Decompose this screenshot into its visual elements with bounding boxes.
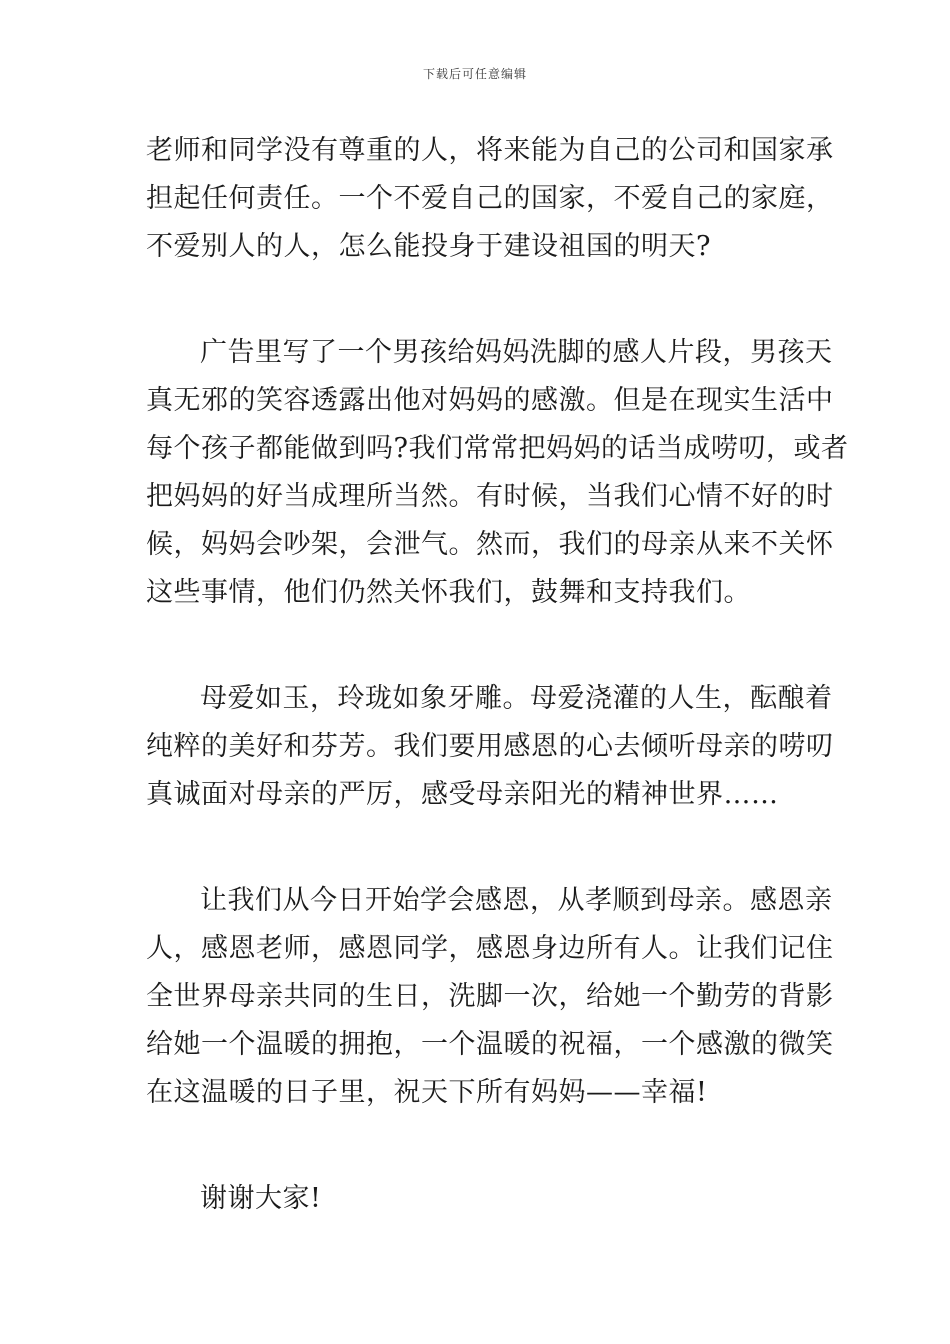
text-line: 在这温暖的日子里，祝天下所有妈妈——幸福! — [146, 1077, 708, 1108]
page-header-note: 下载后可任意编辑 — [422, 67, 527, 81]
text-line: 不爱别人的人，怎么能投身于建设祖国的明天? — [146, 231, 711, 262]
text-line: 给她一个温暖的拥抱，一个温暖的祝福，一个感激的微笑 — [146, 1029, 834, 1060]
text-line: 真无邪的笑容透露出他对妈妈的感激。但是在现实生活中 — [146, 385, 834, 416]
text-line: 纯粹的美好和芬芳。我们要用感恩的心去倾听母亲的唠叨 — [146, 731, 834, 762]
text-line: 真诚面对母亲的严厉，感受母亲阳光的精神世界…… — [146, 779, 779, 810]
text-line: 候，妈妈会吵架，会泄气。然而，我们的母亲从来不关怀 — [146, 529, 834, 560]
text-line: 把妈妈的好当成理所当然。有时候，当我们心情不好的时 — [146, 481, 834, 512]
paragraph — [146, 877, 834, 1117]
paragraph — [146, 675, 834, 819]
text-line: 母爱如玉，玲珑如象牙雕。母爱浇灌的人生，酝酿着 — [200, 683, 833, 714]
text-line: 广告里写了一个男孩给妈妈洗脚的感人片段，男孩天 — [200, 337, 833, 368]
paragraph — [146, 1175, 816, 1223]
document-body — [146, 127, 849, 1223]
text-line: 全世界母亲共同的生日，洗脚一次，给她一个勤劳的背影 — [146, 981, 834, 1012]
text-line: 人，感恩老师，感恩同学，感恩身边所有人。让我们记住 — [146, 933, 834, 964]
text-line: 每个孩子都能做到吗?我们常常把妈妈的话当成唠叨，或者 — [146, 433, 849, 464]
closing-line: 谢谢大家! — [200, 1183, 322, 1214]
paragraph-spacer — [146, 617, 816, 675]
paragraph-spacer — [146, 271, 816, 329]
paragraph — [146, 329, 849, 617]
paragraph-spacer — [146, 819, 816, 877]
text-line: 老师和同学没有尊重的人，将来能为自己的公司和国家承 — [146, 135, 834, 166]
paragraph — [146, 127, 834, 271]
paragraph-spacer — [146, 1117, 816, 1175]
text-line: 让我们从今日开始学会感恩，从孝顺到母亲。感恩亲 — [200, 885, 833, 916]
text-line: 担起任何责任。一个不爱自己的国家，不爱自己的家庭， — [146, 183, 834, 214]
text-line: 这些事情，他们仍然关怀我们，鼓舞和支持我们。 — [146, 577, 751, 608]
